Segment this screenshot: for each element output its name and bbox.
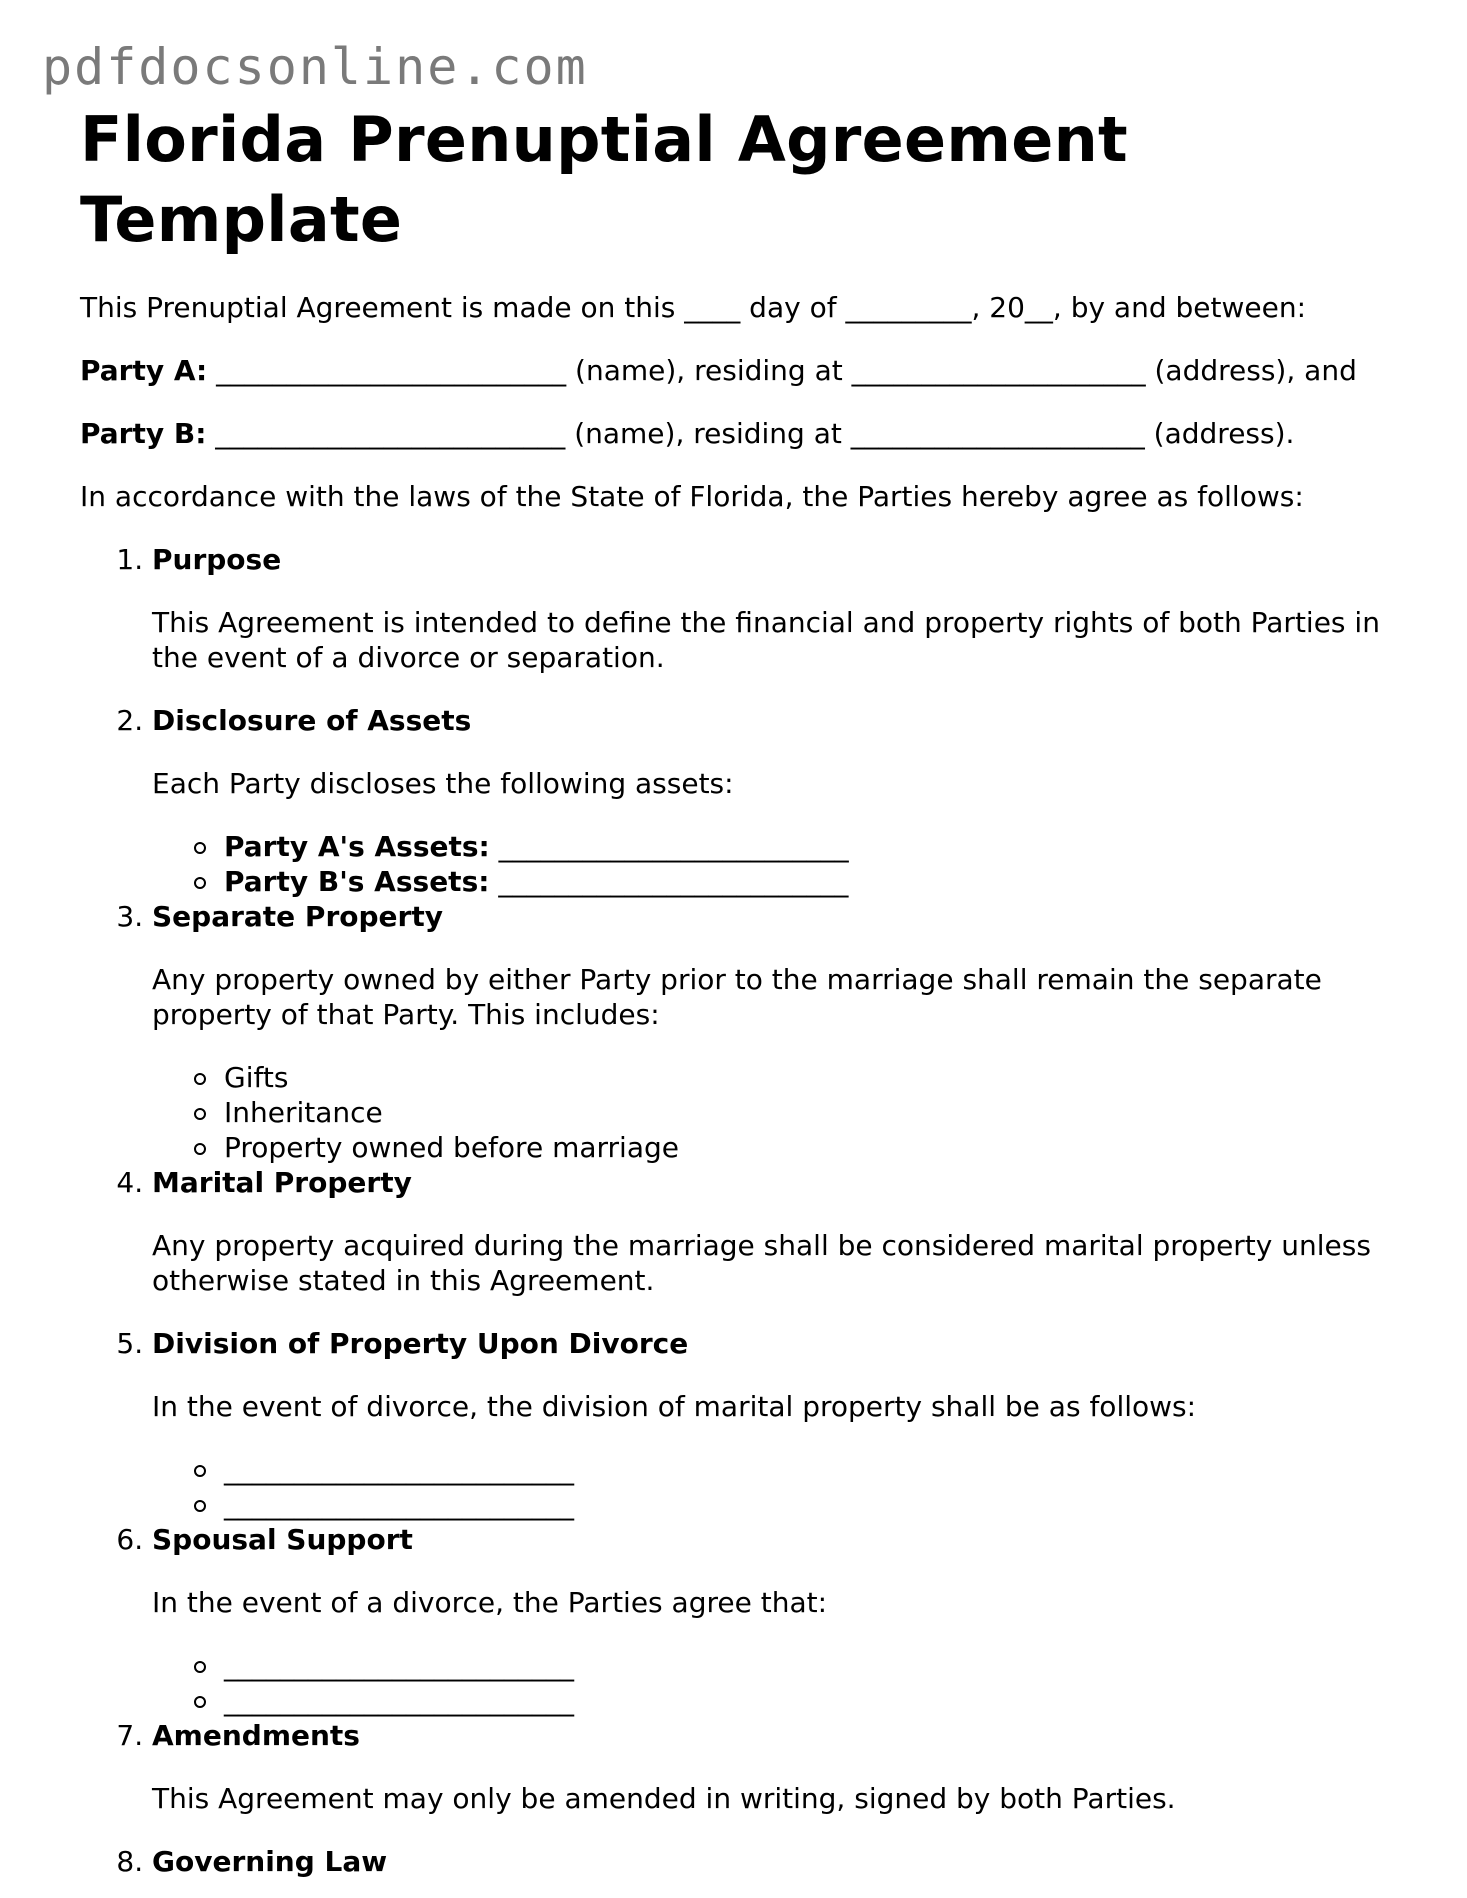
spousal-support-list [152, 1648, 1400, 1718]
section-text: Any property acquired during the marriage shall be considered marital property unless otherwise stated in this Agreement. [152, 1229, 1371, 1297]
section-title: 7. Amendments [152, 1719, 360, 1752]
sections-list [80, 542, 1400, 1879]
section-separate-property [152, 899, 1400, 1165]
section-title: 8. Governing Law [152, 1845, 388, 1878]
list-item: _________________________ [224, 1683, 1400, 1718]
list-item: _________________________ [224, 1487, 1400, 1522]
intro-paragraph: This Prenuptial Agreement is made on this ____ day of _________, 20__, by and between: [80, 291, 1307, 324]
section-title: 4. Marital Property [152, 1166, 412, 1199]
list-item: Property owned before marriage [224, 1130, 1400, 1165]
party-a-line [80, 353, 1400, 388]
list-item: _________________________ [224, 1452, 1400, 1487]
asset-label: Party B's Assets: [224, 865, 490, 898]
section-title: 1. Purpose [152, 543, 282, 576]
section-text: This Agreement is intended to define the financial and property rights of both Parties in the event of a divorce or separation. [152, 606, 1380, 674]
watermark: pdfdocsonline.com [42, 38, 588, 96]
section-division-of-property [152, 1326, 1400, 1522]
section-amendments [152, 1718, 1400, 1816]
party-a-text: _________________________ (name), residing at _____________________ (address), and [207, 354, 1357, 387]
list-item [224, 829, 1400, 864]
section-title: 6. Spousal Support [152, 1523, 413, 1556]
list-item: Gifts [224, 1060, 1400, 1095]
asset-label: Party A's Assets: [224, 830, 490, 863]
document-page [80, 100, 1400, 1879]
section-title: 2. Disclosure of Assets [152, 704, 472, 737]
section-text: In the event of divorce, the division of marital property shall be as follows: [152, 1390, 1197, 1423]
section-purpose [152, 542, 1400, 675]
accordance-paragraph: In accordance with the laws of the State of Florida, the Parties hereby agree as follows: [80, 480, 1304, 513]
section-governing-law [152, 1844, 1400, 1879]
party-b-label: Party B: [80, 417, 207, 450]
division-list [152, 1452, 1400, 1522]
section-spousal-support [152, 1522, 1400, 1718]
party-b-line [80, 416, 1400, 451]
list-item: _________________________ [224, 1648, 1400, 1683]
assets-list [152, 829, 1400, 899]
document-title: Florida Prenuptial Agreement Template [80, 103, 1128, 256]
section-text: In the event of a divorce, the Parties agree that: [152, 1586, 828, 1619]
list-item: Inheritance [224, 1095, 1400, 1130]
section-text: Any property owned by either Party prior to the marriage shall remain the separate property of that Party. This includes: [152, 963, 1322, 1031]
section-disclosure-of-assets [152, 703, 1400, 899]
section-title: 5. Division of Property Upon Divorce [152, 1327, 689, 1360]
section-title: 3. Separate Property [152, 900, 443, 933]
separate-property-list [152, 1060, 1400, 1165]
section-text: This Agreement may only be amended in writing, signed by both Parties. [152, 1782, 1176, 1815]
party-a-label: Party A: [80, 354, 208, 387]
section-text: Each Party discloses the following assets: [152, 767, 734, 800]
party-b-text: _________________________ (name), residing at _____________________ (address). [206, 417, 1295, 450]
list-item [224, 864, 1400, 899]
asset-blank: _________________________ [489, 830, 849, 863]
asset-blank: _________________________ [489, 865, 849, 898]
section-marital-property [152, 1165, 1400, 1298]
